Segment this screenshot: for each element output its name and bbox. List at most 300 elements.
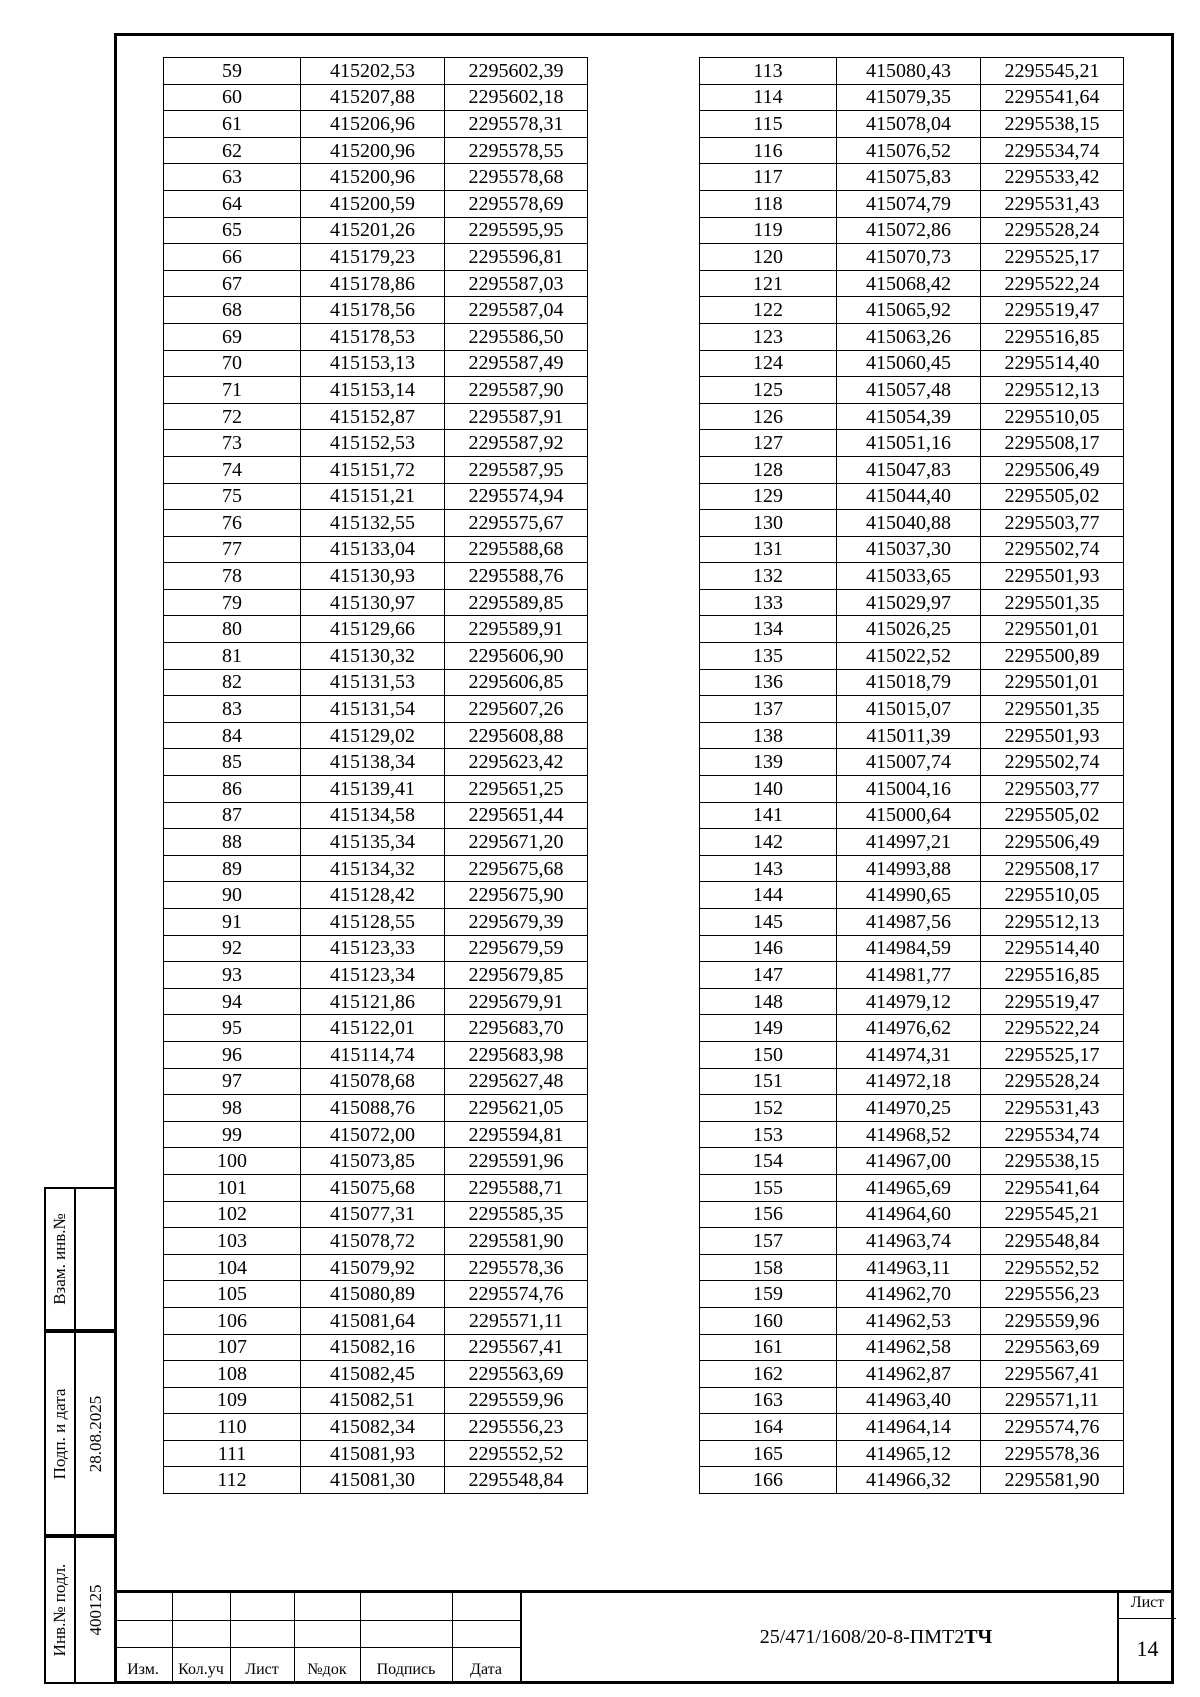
header-list: Лист (245, 1661, 279, 1678)
coord-y: 2295522,24 (981, 1015, 1124, 1042)
coord-y: 2295578,36 (981, 1440, 1124, 1467)
table-row (164, 1148, 588, 1175)
coord-y: 2295516,85 (981, 962, 1124, 989)
point-number: 144 (700, 882, 837, 909)
stamp-signature-date (44, 1331, 114, 1536)
table-row (700, 1174, 1124, 1201)
table-row (700, 1281, 1124, 1308)
coord-x: 414968,52 (837, 1121, 981, 1148)
table-row (700, 111, 1124, 138)
coord-y: 2295607,26 (445, 696, 588, 723)
point-number: 70 (164, 350, 301, 377)
coord-x: 415082,34 (301, 1414, 445, 1441)
table-row (700, 935, 1124, 962)
point-number: 150 (700, 1041, 837, 1068)
coord-x: 414997,21 (837, 829, 981, 856)
coord-y: 2295574,76 (981, 1414, 1124, 1441)
point-number: 97 (164, 1068, 301, 1095)
coord-y: 2295508,17 (981, 855, 1124, 882)
point-number: 87 (164, 802, 301, 829)
coord-y: 2295501,93 (981, 563, 1124, 590)
coord-x: 415139,41 (301, 776, 445, 803)
coord-y: 2295587,91 (445, 403, 588, 430)
table-row (164, 1334, 588, 1361)
point-number: 68 (164, 297, 301, 324)
table-row (700, 1414, 1124, 1441)
coord-y: 2295519,47 (981, 297, 1124, 324)
table-row (700, 456, 1124, 483)
coord-x: 415078,72 (301, 1228, 445, 1255)
coord-y: 2295683,70 (445, 1015, 588, 1042)
point-number: 121 (700, 270, 837, 297)
coordinates-table-right (699, 57, 1124, 1494)
coord-x: 415178,53 (301, 323, 445, 350)
coord-x: 415077,31 (301, 1201, 445, 1228)
coord-x: 414962,70 (837, 1281, 981, 1308)
point-number: 111 (164, 1440, 301, 1467)
point-number: 109 (164, 1387, 301, 1414)
coord-x: 415151,21 (301, 483, 445, 510)
point-number: 89 (164, 855, 301, 882)
coord-y: 2295581,90 (445, 1228, 588, 1255)
point-number: 149 (700, 1015, 837, 1042)
coord-x: 415114,74 (301, 1041, 445, 1068)
table-row (700, 164, 1124, 191)
coord-x: 415130,97 (301, 589, 445, 616)
table-row (700, 483, 1124, 510)
stamp-original-inv-label: Инв.№ подл. (50, 1563, 69, 1657)
coord-x: 415072,86 (837, 217, 981, 244)
coord-y: 2295567,41 (981, 1361, 1124, 1388)
point-number: 113 (700, 58, 837, 85)
point-number: 81 (164, 643, 301, 670)
table-row (700, 217, 1124, 244)
table-row (164, 1254, 588, 1281)
coord-y: 2295591,96 (445, 1148, 588, 1175)
coord-x: 415079,35 (837, 84, 981, 111)
coord-y: 2295587,90 (445, 377, 588, 404)
point-number: 72 (164, 403, 301, 430)
coord-y: 2295552,52 (981, 1254, 1124, 1281)
point-number: 64 (164, 190, 301, 217)
coord-x: 415070,73 (837, 244, 981, 271)
coord-y: 2295538,15 (981, 1148, 1124, 1175)
table-row (700, 1307, 1124, 1334)
coord-y: 2295578,55 (445, 137, 588, 164)
table-row (164, 829, 588, 856)
coord-x: 415078,68 (301, 1068, 445, 1095)
coord-x: 415026,25 (837, 616, 981, 643)
table-row (164, 669, 588, 696)
table-row (164, 510, 588, 537)
table-row (700, 350, 1124, 377)
coord-x: 415074,79 (837, 190, 981, 217)
point-number: 129 (700, 483, 837, 510)
coord-x: 415122,01 (301, 1015, 445, 1042)
table-row (164, 1281, 588, 1308)
point-number: 140 (700, 776, 837, 803)
coord-y: 2295534,74 (981, 137, 1124, 164)
table-row (700, 669, 1124, 696)
point-number: 151 (700, 1068, 837, 1095)
table-row (164, 350, 588, 377)
coord-y: 2295595,95 (445, 217, 588, 244)
table-row (164, 1387, 588, 1414)
table-row (700, 1068, 1124, 1095)
coord-y: 2295578,69 (445, 190, 588, 217)
table-row (700, 1041, 1124, 1068)
coord-x: 415018,79 (837, 669, 981, 696)
table-row (164, 616, 588, 643)
coord-y: 2295510,05 (981, 403, 1124, 430)
coord-y: 2295602,18 (445, 84, 588, 111)
coord-y: 2295578,36 (445, 1254, 588, 1281)
coord-x: 415044,40 (837, 483, 981, 510)
table-row (700, 403, 1124, 430)
table-row (700, 297, 1124, 324)
coord-x: 415129,66 (301, 616, 445, 643)
coord-y: 2295531,43 (981, 190, 1124, 217)
header-kol-uch: Кол.уч (178, 1661, 224, 1678)
coord-x: 415037,30 (837, 536, 981, 563)
coord-x: 415040,88 (837, 510, 981, 537)
coord-y: 2295505,02 (981, 802, 1124, 829)
coord-y: 2295501,01 (981, 616, 1124, 643)
table-row (700, 1254, 1124, 1281)
point-number: 136 (700, 669, 837, 696)
stamp-replacement-inv-label: Взам. инв.№ (50, 1213, 69, 1305)
coord-x: 415151,72 (301, 456, 445, 483)
table-row (164, 802, 588, 829)
coord-x: 414962,53 (837, 1307, 981, 1334)
coord-x: 414974,31 (837, 1041, 981, 1068)
coord-y: 2295506,49 (981, 456, 1124, 483)
table-row (700, 802, 1124, 829)
table-row (164, 111, 588, 138)
table-row (700, 58, 1124, 85)
table-row (700, 1015, 1124, 1042)
coord-x: 415080,43 (837, 58, 981, 85)
coord-y: 2295587,49 (445, 350, 588, 377)
table-row (700, 1387, 1124, 1414)
stamp-original-inv (44, 1536, 114, 1684)
point-number: 80 (164, 616, 301, 643)
title-block (114, 1590, 1174, 1684)
coord-y: 2295501,93 (981, 722, 1124, 749)
point-number: 123 (700, 323, 837, 350)
point-number: 91 (164, 909, 301, 936)
document-code (521, 1593, 1200, 1684)
coord-y: 2295525,17 (981, 244, 1124, 271)
table-row (700, 855, 1124, 882)
point-number: 77 (164, 536, 301, 563)
table-row (164, 58, 588, 85)
table-row (700, 722, 1124, 749)
table-row (164, 1068, 588, 1095)
coord-x: 415152,87 (301, 403, 445, 430)
point-number: 139 (700, 749, 837, 776)
coord-y: 2295594,81 (445, 1121, 588, 1148)
point-number: 92 (164, 935, 301, 962)
coord-y: 2295514,40 (981, 935, 1124, 962)
coord-x: 415081,93 (301, 1440, 445, 1467)
table-row (164, 164, 588, 191)
coord-x: 415051,16 (837, 430, 981, 457)
point-number: 117 (700, 164, 837, 191)
point-number: 110 (164, 1414, 301, 1441)
table-row (164, 589, 588, 616)
coord-x: 415075,83 (837, 164, 981, 191)
table-row (700, 1201, 1124, 1228)
coord-x: 415076,52 (837, 137, 981, 164)
point-number: 94 (164, 988, 301, 1015)
coord-y: 2295531,43 (981, 1095, 1124, 1122)
coord-x: 415078,04 (837, 111, 981, 138)
table-row (700, 510, 1124, 537)
table-row (164, 1015, 588, 1042)
coord-x: 415088,76 (301, 1095, 445, 1122)
coord-y: 2295538,15 (981, 111, 1124, 138)
coord-x: 415015,07 (837, 696, 981, 723)
table-row (164, 1440, 588, 1467)
coord-y: 2295588,68 (445, 536, 588, 563)
coord-y: 2295575,67 (445, 510, 588, 537)
coord-y: 2295621,05 (445, 1095, 588, 1122)
coord-x: 414962,58 (837, 1334, 981, 1361)
point-number: 107 (164, 1334, 301, 1361)
coord-y: 2295528,24 (981, 1068, 1124, 1095)
coord-x: 415206,96 (301, 111, 445, 138)
table-row (700, 1361, 1124, 1388)
coord-y: 2295506,49 (981, 829, 1124, 856)
table-row (700, 244, 1124, 271)
point-number: 71 (164, 377, 301, 404)
table-row (164, 270, 588, 297)
table-row (164, 962, 588, 989)
coord-x: 415134,58 (301, 802, 445, 829)
coord-y: 2295627,48 (445, 1068, 588, 1095)
table-row (164, 909, 588, 936)
coord-y: 2295559,96 (981, 1307, 1124, 1334)
coord-y: 2295587,95 (445, 456, 588, 483)
stamp-signature-date-label: Подп. и дата (50, 1388, 69, 1479)
coord-x: 414965,69 (837, 1174, 981, 1201)
coord-y: 2295525,17 (981, 1041, 1124, 1068)
coord-y: 2295556,23 (445, 1414, 588, 1441)
point-number: 156 (700, 1201, 837, 1228)
point-number: 122 (700, 297, 837, 324)
coord-x: 415000,64 (837, 802, 981, 829)
table-row (164, 190, 588, 217)
point-number: 130 (700, 510, 837, 537)
point-number: 105 (164, 1281, 301, 1308)
coord-x: 415131,53 (301, 669, 445, 696)
point-number: 114 (700, 84, 837, 111)
coord-x: 415075,68 (301, 1174, 445, 1201)
table-row (700, 190, 1124, 217)
table-row (164, 1201, 588, 1228)
point-number: 66 (164, 244, 301, 271)
coord-x: 415178,56 (301, 297, 445, 324)
coord-x: 415007,74 (837, 749, 981, 776)
coord-y: 2295503,77 (981, 776, 1124, 803)
point-number: 88 (164, 829, 301, 856)
table-row (700, 563, 1124, 590)
coord-y: 2295541,64 (981, 84, 1124, 111)
point-number: 112 (164, 1467, 301, 1494)
coord-y: 2295578,68 (445, 164, 588, 191)
coord-y: 2295574,76 (445, 1281, 588, 1308)
point-number: 67 (164, 270, 301, 297)
point-number: 79 (164, 589, 301, 616)
coord-y: 2295548,84 (445, 1467, 588, 1494)
coord-x: 415207,88 (301, 84, 445, 111)
point-number: 90 (164, 882, 301, 909)
table-row (700, 616, 1124, 643)
document-code-suffix: ТЧ (964, 1626, 993, 1648)
point-number: 108 (164, 1361, 301, 1388)
coord-x: 414967,00 (837, 1148, 981, 1175)
coord-y: 2295596,81 (445, 244, 588, 271)
coord-y: 2295588,71 (445, 1174, 588, 1201)
point-number: 115 (700, 111, 837, 138)
coord-x: 414993,88 (837, 855, 981, 882)
point-number: 153 (700, 1121, 837, 1148)
table-row (700, 776, 1124, 803)
table-row (164, 776, 588, 803)
table-row (164, 1361, 588, 1388)
point-number: 82 (164, 669, 301, 696)
coord-y: 2295574,94 (445, 483, 588, 510)
coord-y: 2295552,52 (445, 1440, 588, 1467)
coord-y: 2295578,31 (445, 111, 588, 138)
coord-x: 415200,59 (301, 190, 445, 217)
table-row (700, 962, 1124, 989)
point-number: 160 (700, 1307, 837, 1334)
point-number: 124 (700, 350, 837, 377)
coord-x: 414984,59 (837, 935, 981, 962)
coord-x: 414966,32 (837, 1467, 981, 1494)
point-number: 59 (164, 58, 301, 85)
table-row (164, 749, 588, 776)
coord-y: 2295587,92 (445, 430, 588, 457)
coord-x: 415128,55 (301, 909, 445, 936)
table-row (164, 377, 588, 404)
coordinates-table-left (163, 57, 588, 1494)
point-number: 131 (700, 536, 837, 563)
coord-x: 415121,86 (301, 988, 445, 1015)
point-number: 157 (700, 1228, 837, 1255)
point-number: 61 (164, 111, 301, 138)
coord-x: 415123,33 (301, 935, 445, 962)
coord-y: 2295548,84 (981, 1228, 1124, 1255)
table-row (700, 696, 1124, 723)
coord-y: 2295545,21 (981, 1201, 1124, 1228)
coord-y: 2295571,11 (445, 1307, 588, 1334)
point-number: 138 (700, 722, 837, 749)
table-row (164, 988, 588, 1015)
header-izm: Изм. (127, 1661, 159, 1678)
table-row (700, 137, 1124, 164)
sheet-label: Лист (1130, 1594, 1165, 1611)
point-number: 164 (700, 1414, 837, 1441)
coord-y: 2295679,59 (445, 935, 588, 962)
table-row (164, 84, 588, 111)
coord-x: 414981,77 (837, 962, 981, 989)
document-code-main: 25/471/1608/20-8-ПМТ2 (759, 1626, 965, 1648)
point-number: 118 (700, 190, 837, 217)
coord-y: 2295559,96 (445, 1387, 588, 1414)
table-row (700, 749, 1124, 776)
point-number: 120 (700, 244, 837, 271)
coord-x: 415073,85 (301, 1148, 445, 1175)
table-row (700, 589, 1124, 616)
coord-x: 414963,40 (837, 1387, 981, 1414)
coord-y: 2295510,05 (981, 882, 1124, 909)
table-row (700, 1334, 1124, 1361)
coord-y: 2295679,85 (445, 962, 588, 989)
coord-x: 415138,34 (301, 749, 445, 776)
coord-x: 415004,16 (837, 776, 981, 803)
coord-y: 2295541,64 (981, 1174, 1124, 1201)
table-row (164, 456, 588, 483)
coord-y: 2295671,20 (445, 829, 588, 856)
table-row (700, 377, 1124, 404)
point-number: 155 (700, 1174, 837, 1201)
table-row (164, 536, 588, 563)
table-row (164, 1467, 588, 1494)
point-number: 147 (700, 962, 837, 989)
coord-y: 2295501,01 (981, 669, 1124, 696)
table-row (700, 323, 1124, 350)
table-row (700, 1228, 1124, 1255)
coord-x: 414972,18 (837, 1068, 981, 1095)
coord-y: 2295586,50 (445, 323, 588, 350)
coord-y: 2295679,39 (445, 909, 588, 936)
coord-x: 414963,74 (837, 1228, 981, 1255)
stamp-original-inv-value: 400125 (86, 1584, 105, 1636)
point-number: 95 (164, 1015, 301, 1042)
point-number: 65 (164, 217, 301, 244)
table-row (700, 643, 1124, 670)
point-number: 116 (700, 137, 837, 164)
table-row (700, 84, 1124, 111)
table-row (164, 935, 588, 962)
table-row (700, 1440, 1124, 1467)
coord-x: 415130,93 (301, 563, 445, 590)
coord-y: 2295505,02 (981, 483, 1124, 510)
coord-x: 414963,11 (837, 1254, 981, 1281)
coord-y: 2295651,25 (445, 776, 588, 803)
coord-x: 415133,04 (301, 536, 445, 563)
point-number: 132 (700, 563, 837, 590)
coord-x: 415063,26 (837, 323, 981, 350)
coord-y: 2295519,47 (981, 988, 1124, 1015)
table-row (164, 483, 588, 510)
coord-y: 2295502,74 (981, 749, 1124, 776)
coord-x: 414965,12 (837, 1440, 981, 1467)
coord-y: 2295587,04 (445, 297, 588, 324)
table-row (164, 855, 588, 882)
point-number: 83 (164, 696, 301, 723)
point-number: 106 (164, 1307, 301, 1334)
point-number: 69 (164, 323, 301, 350)
point-number: 159 (700, 1281, 837, 1308)
point-number: 86 (164, 776, 301, 803)
point-number: 128 (700, 456, 837, 483)
coord-y: 2295533,42 (981, 164, 1124, 191)
table-row (164, 1095, 588, 1122)
